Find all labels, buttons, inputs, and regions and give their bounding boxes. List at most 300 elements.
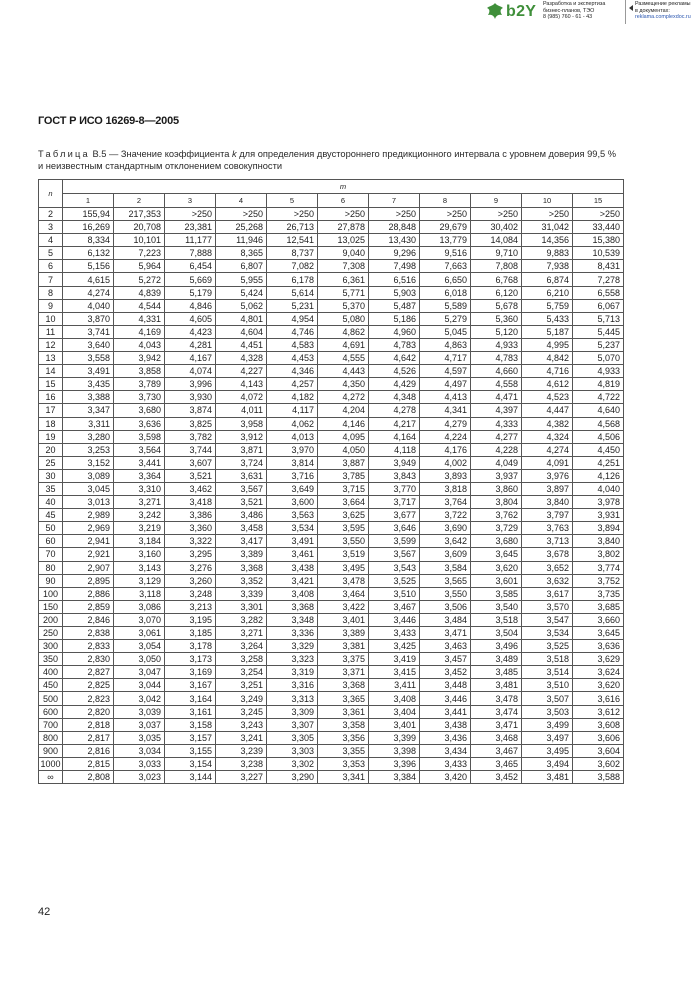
- value-cell: 4,506: [573, 430, 624, 443]
- value-cell: 4,341: [420, 404, 471, 417]
- value-cell: 4,605: [165, 312, 216, 325]
- value-cell: 4,413: [420, 391, 471, 404]
- value-cell: 4,331: [114, 312, 165, 325]
- value-cell: 3,996: [165, 378, 216, 391]
- value-cell: 4,995: [522, 338, 573, 351]
- value-cell: 7,663: [420, 260, 471, 273]
- value-cell: 4,568: [573, 417, 624, 430]
- value-cell: 3,814: [267, 456, 318, 469]
- row-n-cell: 25: [39, 456, 63, 469]
- value-cell: 3,157: [165, 731, 216, 744]
- row-n-cell: 500: [39, 692, 63, 705]
- value-cell: 3,034: [114, 744, 165, 757]
- row-n-cell: 80: [39, 561, 63, 574]
- row-n-cell: 250: [39, 627, 63, 640]
- value-cell: 2,859: [63, 600, 114, 613]
- table-row: [39, 627, 624, 640]
- value-cell: 3,408: [369, 692, 420, 705]
- value-cell: 3,446: [420, 692, 471, 705]
- value-cell: 3,358: [318, 718, 369, 731]
- value-cell: 4,471: [471, 391, 522, 404]
- value-cell: 3,169: [165, 666, 216, 679]
- row-n-cell: 50: [39, 522, 63, 535]
- value-cell: 4,126: [573, 469, 624, 482]
- value-cell: 5,120: [471, 325, 522, 338]
- value-cell: 3,491: [267, 535, 318, 548]
- table-row: [39, 535, 624, 548]
- value-cell: 4,146: [318, 417, 369, 430]
- value-cell: >250: [216, 208, 267, 221]
- value-cell: 5,487: [369, 299, 420, 312]
- table-row: [39, 404, 624, 417]
- table-row: [39, 509, 624, 522]
- value-cell: 4,604: [216, 325, 267, 338]
- value-cell: 3,167: [165, 679, 216, 692]
- coefficient-table: [38, 179, 624, 784]
- value-cell: 3,386: [165, 509, 216, 522]
- value-cell: 3,264: [216, 640, 267, 653]
- value-cell: 3,013: [63, 496, 114, 509]
- row-n-cell: 3: [39, 221, 63, 234]
- value-cell: 5,080: [318, 312, 369, 325]
- value-cell: >250: [267, 208, 318, 221]
- value-cell: 3,797: [522, 509, 573, 522]
- value-cell: 4,348: [369, 391, 420, 404]
- value-cell: 3,624: [573, 666, 624, 679]
- value-cell: 4,164: [369, 430, 420, 443]
- row-n-cell: 200: [39, 613, 63, 626]
- value-cell: 3,251: [216, 679, 267, 692]
- value-cell: 3,054: [114, 640, 165, 653]
- value-cell: 5,771: [318, 286, 369, 299]
- value-cell: 3,543: [369, 561, 420, 574]
- value-cell: 3,534: [267, 522, 318, 535]
- value-cell: 3,620: [573, 679, 624, 692]
- value-cell: 3,458: [216, 522, 267, 535]
- value-cell: 4,049: [471, 456, 522, 469]
- value-cell: 4,274: [63, 286, 114, 299]
- value-cell: 3,897: [522, 482, 573, 495]
- value-cell: 3,243: [216, 718, 267, 731]
- value-cell: 3,735: [573, 587, 624, 600]
- value-cell: 3,565: [420, 574, 471, 587]
- row-n-cell: 10: [39, 312, 63, 325]
- value-cell: 3,601: [471, 574, 522, 587]
- value-cell: 4,346: [267, 365, 318, 378]
- value-cell: 3,042: [114, 692, 165, 705]
- value-cell: 3,271: [114, 496, 165, 509]
- value-cell: 3,887: [318, 456, 369, 469]
- table-row: [39, 247, 624, 260]
- value-cell: 5,237: [573, 338, 624, 351]
- value-cell: 3,396: [369, 757, 420, 770]
- table-row: [39, 757, 624, 770]
- value-cell: 3,239: [216, 744, 267, 757]
- value-cell: 3,519: [318, 548, 369, 561]
- value-cell: 3,978: [573, 496, 624, 509]
- value-cell: 3,089: [63, 469, 114, 482]
- value-cell: 4,143: [216, 378, 267, 391]
- value-cell: 3,640: [63, 338, 114, 351]
- value-cell: 3,484: [420, 613, 471, 626]
- value-cell: 4,050: [318, 443, 369, 456]
- value-cell: 3,570: [522, 600, 573, 613]
- value-cell: 4,182: [267, 391, 318, 404]
- value-cell: 6,210: [522, 286, 573, 299]
- value-cell: 4,716: [522, 365, 573, 378]
- table-row: [39, 391, 624, 404]
- ad-link[interactable]: reklama.complexdoc.ru: [635, 14, 691, 21]
- table-row: [39, 430, 624, 443]
- value-cell: 3,612: [573, 705, 624, 718]
- row-n-cell: 14: [39, 365, 63, 378]
- table-row: [39, 312, 624, 325]
- value-cell: 10,101: [114, 234, 165, 247]
- table-row: [39, 338, 624, 351]
- value-cell: 9,040: [318, 247, 369, 260]
- value-cell: 3,411: [369, 679, 420, 692]
- value-cell: 2,989: [63, 509, 114, 522]
- table-header-row: [39, 180, 624, 194]
- value-cell: 4,597: [420, 365, 471, 378]
- value-cell: 8,431: [573, 260, 624, 273]
- value-cell: 7,082: [267, 260, 318, 273]
- column-header: 5: [267, 194, 318, 208]
- value-cell: 9,883: [522, 247, 573, 260]
- value-cell: 12,541: [267, 234, 318, 247]
- value-cell: 3,503: [522, 705, 573, 718]
- value-cell: 4,118: [369, 443, 420, 456]
- value-cell: >250: [420, 208, 471, 221]
- value-cell: 3,690: [420, 522, 471, 535]
- value-cell: 3,144: [165, 771, 216, 784]
- value-cell: 5,186: [369, 312, 420, 325]
- value-cell: 3,420: [420, 771, 471, 784]
- value-cell: 5,433: [522, 312, 573, 325]
- value-cell: 3,598: [114, 430, 165, 443]
- value-cell: 3,433: [369, 627, 420, 640]
- value-cell: 4,013: [267, 430, 318, 443]
- value-cell: 2,921: [63, 548, 114, 561]
- row-n-cell: 15: [39, 378, 63, 391]
- value-cell: >250: [573, 208, 624, 221]
- value-cell: 3,242: [114, 509, 165, 522]
- value-cell: 4,933: [471, 338, 522, 351]
- value-cell: 4,660: [471, 365, 522, 378]
- value-cell: 4,257: [267, 378, 318, 391]
- value-cell: 3,874: [165, 404, 216, 417]
- value-cell: 13,025: [318, 234, 369, 247]
- value-cell: 3,715: [318, 482, 369, 495]
- value-cell: 2,830: [63, 653, 114, 666]
- value-cell: 5,045: [420, 325, 471, 338]
- value-cell: 8,365: [216, 247, 267, 260]
- value-cell: 3,419: [369, 653, 420, 666]
- value-cell: 3,680: [114, 404, 165, 417]
- value-cell: 3,309: [267, 705, 318, 718]
- value-cell: 3,860: [471, 482, 522, 495]
- value-cell: 4,954: [267, 312, 318, 325]
- value-cell: 7,278: [573, 273, 624, 286]
- value-cell: 3,464: [318, 587, 369, 600]
- value-cell: 3,023: [114, 771, 165, 784]
- value-cell: 3,295: [165, 548, 216, 561]
- value-cell: 3,893: [420, 469, 471, 482]
- value-cell: 3,478: [471, 692, 522, 705]
- value-cell: 4,043: [114, 338, 165, 351]
- value-cell: 3,680: [471, 535, 522, 548]
- value-cell: 3,361: [318, 705, 369, 718]
- value-cell: 3,465: [471, 757, 522, 770]
- table-row: [39, 299, 624, 312]
- value-cell: 3,381: [318, 640, 369, 653]
- value-cell: 7,223: [114, 247, 165, 260]
- value-cell: 3,050: [114, 653, 165, 666]
- value-cell: 3,462: [165, 482, 216, 495]
- table-row: [39, 692, 624, 705]
- value-cell: 13,779: [420, 234, 471, 247]
- table-row: [39, 705, 624, 718]
- value-cell: 27,878: [318, 221, 369, 234]
- value-cell: 3,802: [573, 548, 624, 561]
- value-cell: 3,481: [522, 771, 573, 784]
- value-cell: 3,388: [63, 391, 114, 404]
- value-cell: 7,498: [369, 260, 420, 273]
- value-cell: 3,434: [420, 744, 471, 757]
- value-cell: 28,848: [369, 221, 420, 234]
- row-n-cell: 13: [39, 352, 63, 365]
- value-cell: 3,763: [522, 522, 573, 535]
- value-cell: 3,563: [267, 509, 318, 522]
- value-cell: 3,495: [318, 561, 369, 574]
- value-cell: 3,313: [267, 692, 318, 705]
- value-cell: 4,278: [369, 404, 420, 417]
- value-cell: 3,185: [165, 627, 216, 640]
- value-cell: 31,042: [522, 221, 573, 234]
- row-n-cell: 17: [39, 404, 63, 417]
- value-cell: 3,741: [63, 325, 114, 338]
- value-cell: 3,389: [318, 627, 369, 640]
- value-cell: 3,341: [318, 771, 369, 784]
- value-cell: 5,187: [522, 325, 573, 338]
- value-cell: 3,642: [420, 535, 471, 548]
- table-row: [39, 234, 624, 247]
- value-cell: 5,156: [63, 260, 114, 273]
- value-cell: 4,002: [420, 456, 471, 469]
- brand-logo[interactable]: [486, 2, 540, 22]
- value-cell: 3,843: [369, 469, 420, 482]
- value-cell: 25,268: [216, 221, 267, 234]
- value-cell: 4,274: [522, 443, 573, 456]
- brand-phone: 8 (985) 760 - 61 - 43: [543, 14, 593, 21]
- value-cell: 2,820: [63, 705, 114, 718]
- value-cell: 3,213: [165, 600, 216, 613]
- column-header: 9: [471, 194, 522, 208]
- value-cell: 4,717: [420, 352, 471, 365]
- value-cell: 4,453: [267, 352, 318, 365]
- table-row: [39, 365, 624, 378]
- column-header: 3: [165, 194, 216, 208]
- table-row: [39, 325, 624, 338]
- value-cell: 3,421: [267, 574, 318, 587]
- value-cell: 3,039: [114, 705, 165, 718]
- value-cell: 2,886: [63, 587, 114, 600]
- table-row: [39, 744, 624, 757]
- value-cell: 4,228: [471, 443, 522, 456]
- value-cell: 3,471: [471, 718, 522, 731]
- value-cell: 3,045: [63, 482, 114, 495]
- value-cell: 4,176: [420, 443, 471, 456]
- value-cell: 3,870: [63, 312, 114, 325]
- value-cell: 5,614: [267, 286, 318, 299]
- table-row: [39, 613, 624, 626]
- value-cell: 3,507: [522, 692, 573, 705]
- value-cell: 3,525: [369, 574, 420, 587]
- value-cell: 3,584: [420, 561, 471, 574]
- value-cell: 4,227: [216, 365, 267, 378]
- value-cell: 3,441: [420, 705, 471, 718]
- value-cell: 3,595: [318, 522, 369, 535]
- value-cell: 10,539: [573, 247, 624, 260]
- value-cell: 9,516: [420, 247, 471, 260]
- row-n-cell: 1000: [40, 758, 61, 769]
- table-row: [39, 600, 624, 613]
- brand-info: [543, 1, 605, 21]
- value-cell: 3,311: [63, 417, 114, 430]
- value-cell: 3,625: [318, 509, 369, 522]
- row-n-cell: 35: [39, 482, 63, 495]
- value-cell: 5,279: [420, 312, 471, 325]
- value-cell: 3,070: [114, 613, 165, 626]
- value-cell: 3,037: [114, 718, 165, 731]
- value-cell: 3,323: [267, 653, 318, 666]
- row-n-cell: 9: [39, 299, 63, 312]
- value-cell: 3,389: [216, 548, 267, 561]
- table-row: [39, 417, 624, 430]
- value-cell: 3,417: [216, 535, 267, 548]
- value-cell: 3,620: [471, 561, 522, 574]
- value-cell: 4,397: [471, 404, 522, 417]
- document-title: ГОСТ Р ИСО 16269-8—2005: [38, 115, 179, 127]
- value-cell: 3,558: [63, 352, 114, 365]
- value-cell: 3,664: [318, 496, 369, 509]
- table-row: [39, 378, 624, 391]
- value-cell: 4,558: [471, 378, 522, 391]
- value-cell: 23,381: [165, 221, 216, 234]
- value-cell: 3,716: [267, 469, 318, 482]
- value-cell: 3,435: [63, 378, 114, 391]
- value-cell: 3,585: [471, 587, 522, 600]
- value-cell: 3,607: [165, 456, 216, 469]
- value-cell: 2,816: [63, 744, 114, 757]
- value-cell: 3,494: [522, 757, 573, 770]
- value-cell: 3,260: [165, 574, 216, 587]
- value-cell: 3,713: [522, 535, 573, 548]
- value-cell: 3,518: [522, 653, 573, 666]
- row-n-cell: 30: [39, 469, 63, 482]
- value-cell: 3,184: [114, 535, 165, 548]
- value-cell: 4,091: [522, 456, 573, 469]
- value-cell: 3,496: [471, 640, 522, 653]
- value-cell: 4,842: [522, 352, 573, 365]
- table-row: [39, 352, 624, 365]
- value-cell: 5,589: [420, 299, 471, 312]
- value-cell: 5,669: [165, 273, 216, 286]
- value-cell: 4,443: [318, 365, 369, 378]
- value-cell: 3,730: [114, 391, 165, 404]
- value-cell: 3,474: [471, 705, 522, 718]
- table-row: [39, 771, 624, 784]
- value-cell: 3,461: [267, 548, 318, 561]
- value-cell: 4,846: [165, 299, 216, 312]
- value-cell: 3,452: [420, 666, 471, 679]
- row-n-cell: 16: [39, 391, 63, 404]
- row-n-cell: 600: [39, 705, 63, 718]
- value-cell: 3,521: [165, 469, 216, 482]
- row-n-cell: 70: [39, 548, 63, 561]
- value-cell: >250: [369, 208, 420, 221]
- value-cell: 3,636: [114, 417, 165, 430]
- column-header: 7: [369, 194, 420, 208]
- table-row: [39, 260, 624, 273]
- value-cell: 5,445: [573, 325, 624, 338]
- value-cell: 3,154: [165, 757, 216, 770]
- value-cell: 3,510: [522, 679, 573, 692]
- table-row: [39, 221, 624, 234]
- brand-name: b2Y: [506, 3, 537, 20]
- value-cell: 3,937: [471, 469, 522, 482]
- table-body: [39, 208, 624, 784]
- value-cell: 3,301: [216, 600, 267, 613]
- value-cell: 14,084: [471, 234, 522, 247]
- value-cell: 3,249: [216, 692, 267, 705]
- value-cell: 3,912: [216, 430, 267, 443]
- value-cell: 5,424: [216, 286, 267, 299]
- value-cell: 3,457: [420, 653, 471, 666]
- value-cell: 3,418: [165, 496, 216, 509]
- value-cell: 3,471: [420, 627, 471, 640]
- value-cell: 3,540: [471, 600, 522, 613]
- value-cell: 5,678: [471, 299, 522, 312]
- table-caption: [38, 148, 620, 172]
- value-cell: 3,408: [267, 587, 318, 600]
- value-cell: 5,062: [216, 299, 267, 312]
- value-cell: 3,752: [573, 574, 624, 587]
- row-n-cell: 2: [39, 208, 63, 221]
- ad-text: [635, 1, 699, 21]
- value-cell: 3,931: [573, 509, 624, 522]
- value-cell: 4,072: [216, 391, 267, 404]
- value-cell: 6,120: [471, 286, 522, 299]
- value-cell: 9,296: [369, 247, 420, 260]
- value-cell: 4,169: [114, 325, 165, 338]
- row-n-cell: 12: [39, 338, 63, 351]
- value-cell: 3,044: [114, 679, 165, 692]
- value-cell: 3,035: [114, 731, 165, 744]
- table-row: [39, 653, 624, 666]
- value-cell: 3,356: [318, 731, 369, 744]
- value-cell: 3,404: [369, 705, 420, 718]
- value-cell: 3,254: [216, 666, 267, 679]
- value-cell: 4,863: [420, 338, 471, 351]
- value-cell: 3,645: [471, 548, 522, 561]
- value-cell: 3,677: [369, 509, 420, 522]
- row-n-cell: 4: [39, 234, 63, 247]
- value-cell: 4,555: [318, 352, 369, 365]
- value-cell: 3,497: [522, 731, 573, 744]
- brand-info-line: Разработка и экспертиза: [543, 1, 606, 7]
- value-cell: 4,640: [573, 404, 624, 417]
